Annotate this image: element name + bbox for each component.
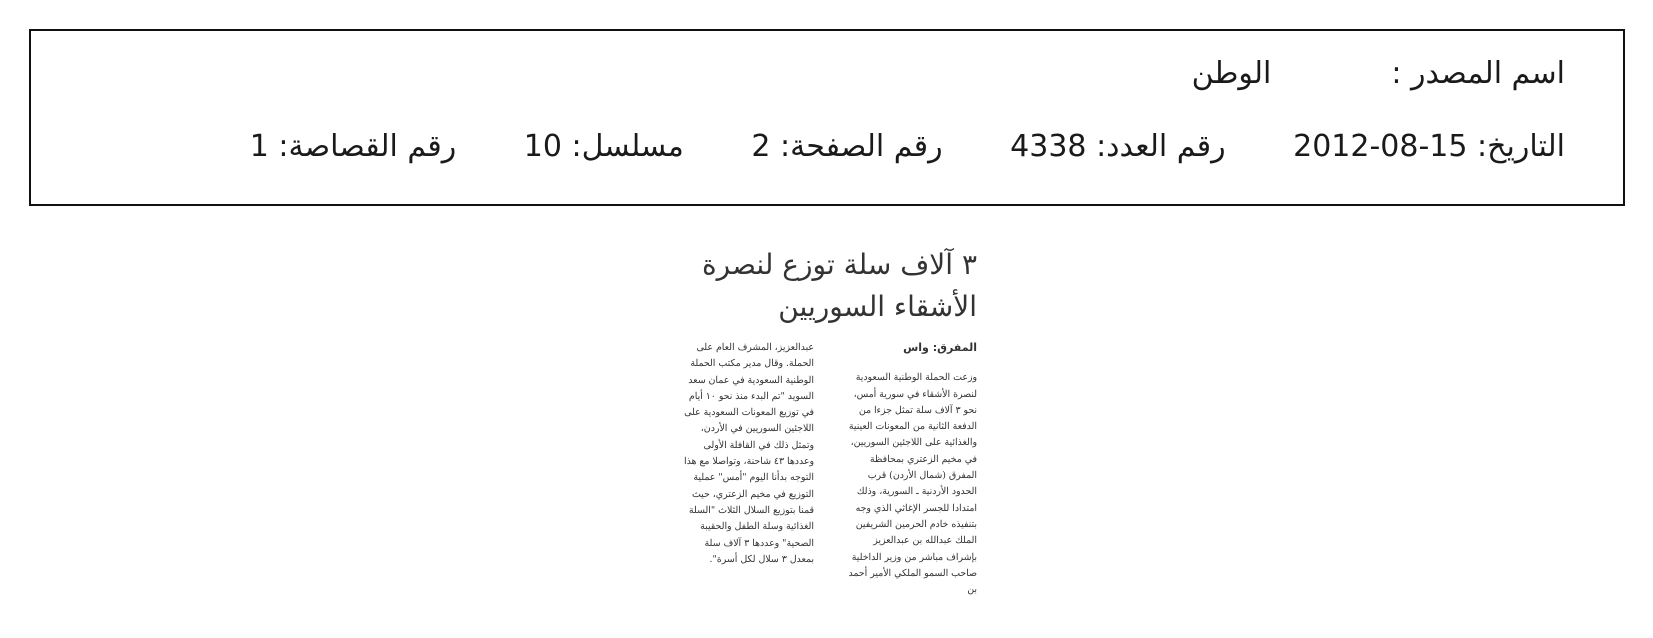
headline-line-2: الأشقاء السوريين (778, 290, 977, 323)
date-value: 2012-08-15 (1293, 129, 1468, 164)
article-columns (681, 340, 977, 598)
newspaper-clipping (681, 244, 977, 596)
source-label: اسم المصدر : (1391, 56, 1565, 91)
article-column-right (844, 340, 977, 598)
article-body-left: عبدالعزيز، المشرف العام على الحملة. وقال مدير مكتب الحملة الوطنية السعودية في عمان سعد السويد "تم البدء منذ نحو ١٠ أيام في توزيع المعونات السعودية على اللاجئين السوريين في الأردن، وتمثل ذلك في القافلة الأولى وعددها ٤٣ شاحنة، وتواصلا مع هذا التوجه بدأنا اليوم "أمس" عملية التوزيع في مخيم الزعتري، حيث قمنا بتوزيع السلال الثلاث "السلة الغذائية وسلة الطفل والحقيبة الصحية" وعددها ٣ آلاف سلة بمعدل ٣ سلال لكل أسرة". (683, 342, 814, 565)
headline-line-1: ٣ آلاف سلة توزع لنصرة (701, 248, 977, 281)
article-dateline: المفرق: واس (903, 341, 977, 354)
issue-label: رقم العدد: (1096, 129, 1226, 164)
page-value: 2 (751, 129, 771, 164)
date-label: التاريخ: (1477, 129, 1565, 164)
page-label: رقم الصفحة: (780, 129, 943, 164)
serial-value: 10 (523, 129, 562, 164)
article-body-right: وزعت الحملة الوطنية السعودية لنصرة الأشقاء في سورية أمس، نحو ٣ آلاف سلة تمثل جزءا من الدفعة الثانية من المعونات العينية والغذائية على اللاجئين السوريين، في مخيم الزعتري بمحافظة المفرق (شمال الأردن) قرب الحدود الأردنية ـ السورية، وذلك امتدادا للجسر الإغاثي الذي وجه بتنفيذه خادم الحرمين الشريفين الملك عبدالله بن عبدالعزيز بإشراف مباشر من وزير الداخلية صاحب السمو الملكي الأمير أحمد بن (848, 372, 977, 596)
issue-value: 4338 (1010, 129, 1087, 164)
clip-number-value: 1 (249, 129, 269, 164)
source-value: الوطن (1191, 56, 1272, 91)
article-column-left (681, 340, 814, 598)
clip-number-label: رقم القصاصة: (278, 129, 457, 164)
source-line (1192, 56, 1565, 91)
clipping-metadata-box (29, 29, 1625, 206)
details-line (250, 129, 1565, 164)
article-headline (681, 244, 977, 328)
serial-label: مسلسل: (571, 129, 684, 164)
